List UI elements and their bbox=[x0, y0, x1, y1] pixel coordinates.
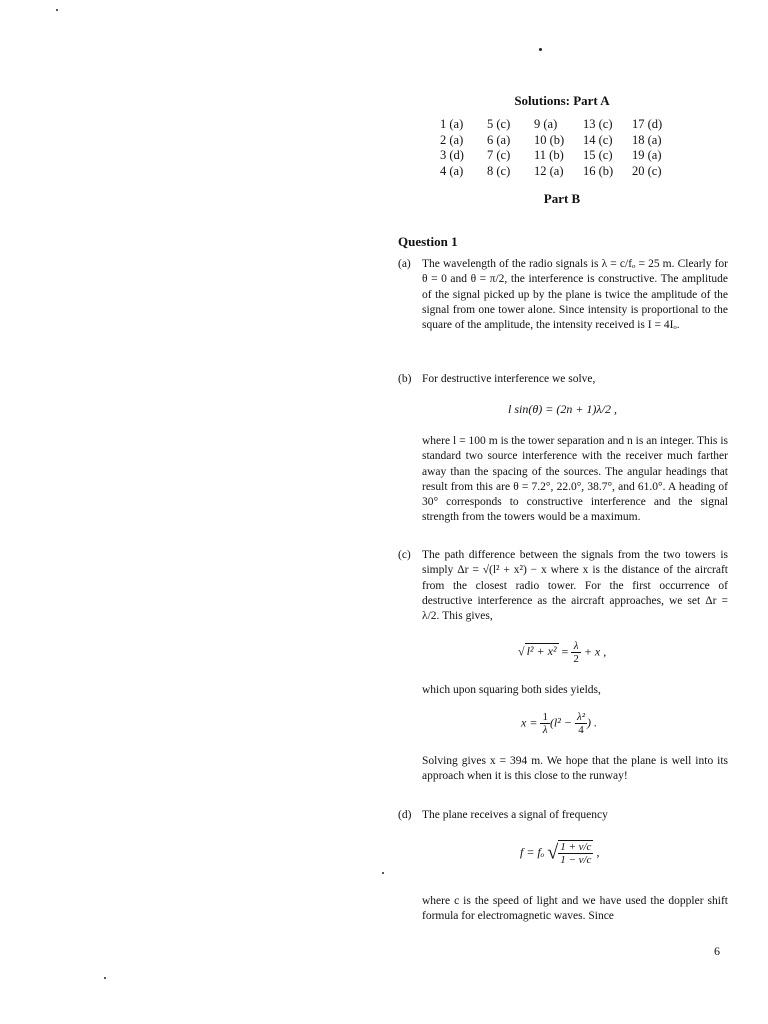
answer-cell: 14 (c) bbox=[583, 132, 613, 147]
eq-tail: + x , bbox=[583, 644, 607, 659]
part-a-item bbox=[398, 257, 728, 333]
item-text: The path difference between the signals from the two towers is simply Δr = √(l² + x²) − x where x is the distance of the aircraft from the closest radio tower. For the first occurrence of destructive interference as the aircraft approaches, we set Δr = λ/2. This gives, bbox=[422, 549, 728, 623]
answer-cell: 5 (c) bbox=[487, 117, 511, 131]
frac-num: 1 bbox=[542, 711, 548, 723]
eq-fraction bbox=[575, 711, 587, 736]
frac-num: λ bbox=[571, 640, 581, 653]
frac-num: 1 + v/c bbox=[560, 841, 592, 853]
equation-d: f = fₒ √ $\frac{1 + v/c}{1 - v/c}$ , bbox=[520, 841, 600, 866]
question-title: Question 1 bbox=[398, 234, 458, 249]
scan-mark bbox=[539, 48, 542, 51]
answer-cell: 18 (a) bbox=[632, 132, 662, 147]
equation-c1: √ l² + x² = $\frac{\lambda}{2}$ + x , bbox=[518, 640, 607, 665]
item-text: where l = 100 m is the tower separation and n is an integer. This is standard two source interference with the receiver much farther away than the spacing of the sources. The angular headings that result from this are θ = 7.2°, 22.0°, 38.7°, and 61.0°. A heading of 30° corresponds to constructive interference and the signal strength from the towers would be a maximum. bbox=[422, 435, 728, 524]
part-d-continued bbox=[398, 894, 728, 925]
eq-mid: (l² − bbox=[549, 715, 572, 730]
answer-cell: 11 (b) bbox=[534, 148, 564, 162]
answer-cell: 3 (d) bbox=[440, 148, 464, 162]
scan-mark bbox=[56, 9, 58, 11]
item-text: The wavelength of the radio signals is λ = c/fₒ = 25 m. Clearly for θ = 0 and θ = π/2, the interference is constructive. The amplitude of the signal picked up by the plane is twice the amplitude of the signal from one tower alone. Since intensity is proportional to the square of the amplitude, the intensity received is I = 4Iₒ. bbox=[422, 258, 728, 332]
answer-cell: 9 (a) bbox=[534, 117, 558, 131]
solutions-title: Solutions: Part A bbox=[514, 93, 610, 108]
frac-den: 1 − v/c bbox=[560, 854, 592, 866]
answer-cell: 1 (a) bbox=[440, 117, 464, 131]
answer-cell: 13 (c) bbox=[583, 117, 613, 131]
answer-cell: 7 (c) bbox=[487, 148, 511, 162]
answer-cell: 6 (a) bbox=[487, 132, 511, 147]
eq-tail: , bbox=[596, 844, 600, 859]
part-c-continued bbox=[398, 683, 728, 698]
eq-op: = bbox=[561, 644, 569, 659]
answer-cell: 12 (a) bbox=[534, 163, 564, 178]
answer-cell: 16 (b) bbox=[583, 163, 614, 178]
item-text: where c is the speed of light and we have used the doppler shift formula for electromagnetic waves. Since bbox=[422, 895, 728, 923]
frac-num: λ² bbox=[576, 711, 586, 723]
frac-den: 2 bbox=[573, 653, 579, 665]
item-label: (b) bbox=[398, 373, 412, 385]
part-b-item bbox=[398, 372, 728, 387]
answer-row bbox=[440, 117, 667, 133]
part-b-title: Part B bbox=[543, 191, 581, 206]
part-b-continued bbox=[398, 434, 728, 526]
eq-fraction bbox=[571, 640, 581, 665]
answer-cell: 4 (a) bbox=[440, 163, 464, 178]
eq-radicand: l² + x² bbox=[526, 644, 557, 659]
answer-cell: 10 (b) bbox=[534, 132, 565, 147]
scan-mark bbox=[382, 872, 384, 874]
answer-row bbox=[440, 148, 667, 164]
item-label: (a) bbox=[398, 258, 411, 270]
frac-den: 4 bbox=[578, 724, 584, 736]
equation-b: l sin(θ) = (2n + 1)λ/2 , bbox=[508, 402, 617, 416]
answer-row bbox=[440, 133, 667, 149]
scan-mark bbox=[104, 977, 106, 979]
item-label: (c) bbox=[398, 549, 411, 561]
answer-cell: 15 (c) bbox=[583, 148, 613, 162]
answer-cell: 8 (c) bbox=[487, 163, 511, 178]
answer-cell: 2 (a) bbox=[440, 132, 464, 147]
item-label: (d) bbox=[398, 809, 412, 821]
eq-head: f = fₒ bbox=[520, 844, 545, 859]
item-text: For destructive interference we solve, bbox=[422, 373, 596, 385]
answer-cell: 20 (c) bbox=[632, 163, 662, 178]
page-number: 6 bbox=[714, 944, 720, 958]
equation-c2 bbox=[521, 711, 597, 736]
item-text: which upon squaring both sides yields, bbox=[422, 684, 601, 696]
eq-fraction bbox=[558, 840, 593, 866]
eq-tail: ) . bbox=[587, 715, 598, 730]
frac-den: λ bbox=[542, 724, 548, 736]
answer-cell: 17 (d) bbox=[632, 117, 663, 131]
part-c-final bbox=[398, 754, 728, 785]
part-d-item bbox=[398, 808, 728, 823]
eq-fraction bbox=[540, 711, 550, 736]
eq-head: x = bbox=[521, 715, 538, 730]
item-text: Solving gives x = 394 m. We hope that the plane is well into its approach when it is this close to the runway! bbox=[422, 755, 728, 783]
answer-row bbox=[440, 164, 667, 180]
item-text: The plane receives a signal of frequency bbox=[422, 809, 608, 821]
part-c-item bbox=[398, 548, 728, 624]
answer-cell: 19 (a) bbox=[632, 148, 662, 162]
answers-table bbox=[440, 117, 667, 179]
